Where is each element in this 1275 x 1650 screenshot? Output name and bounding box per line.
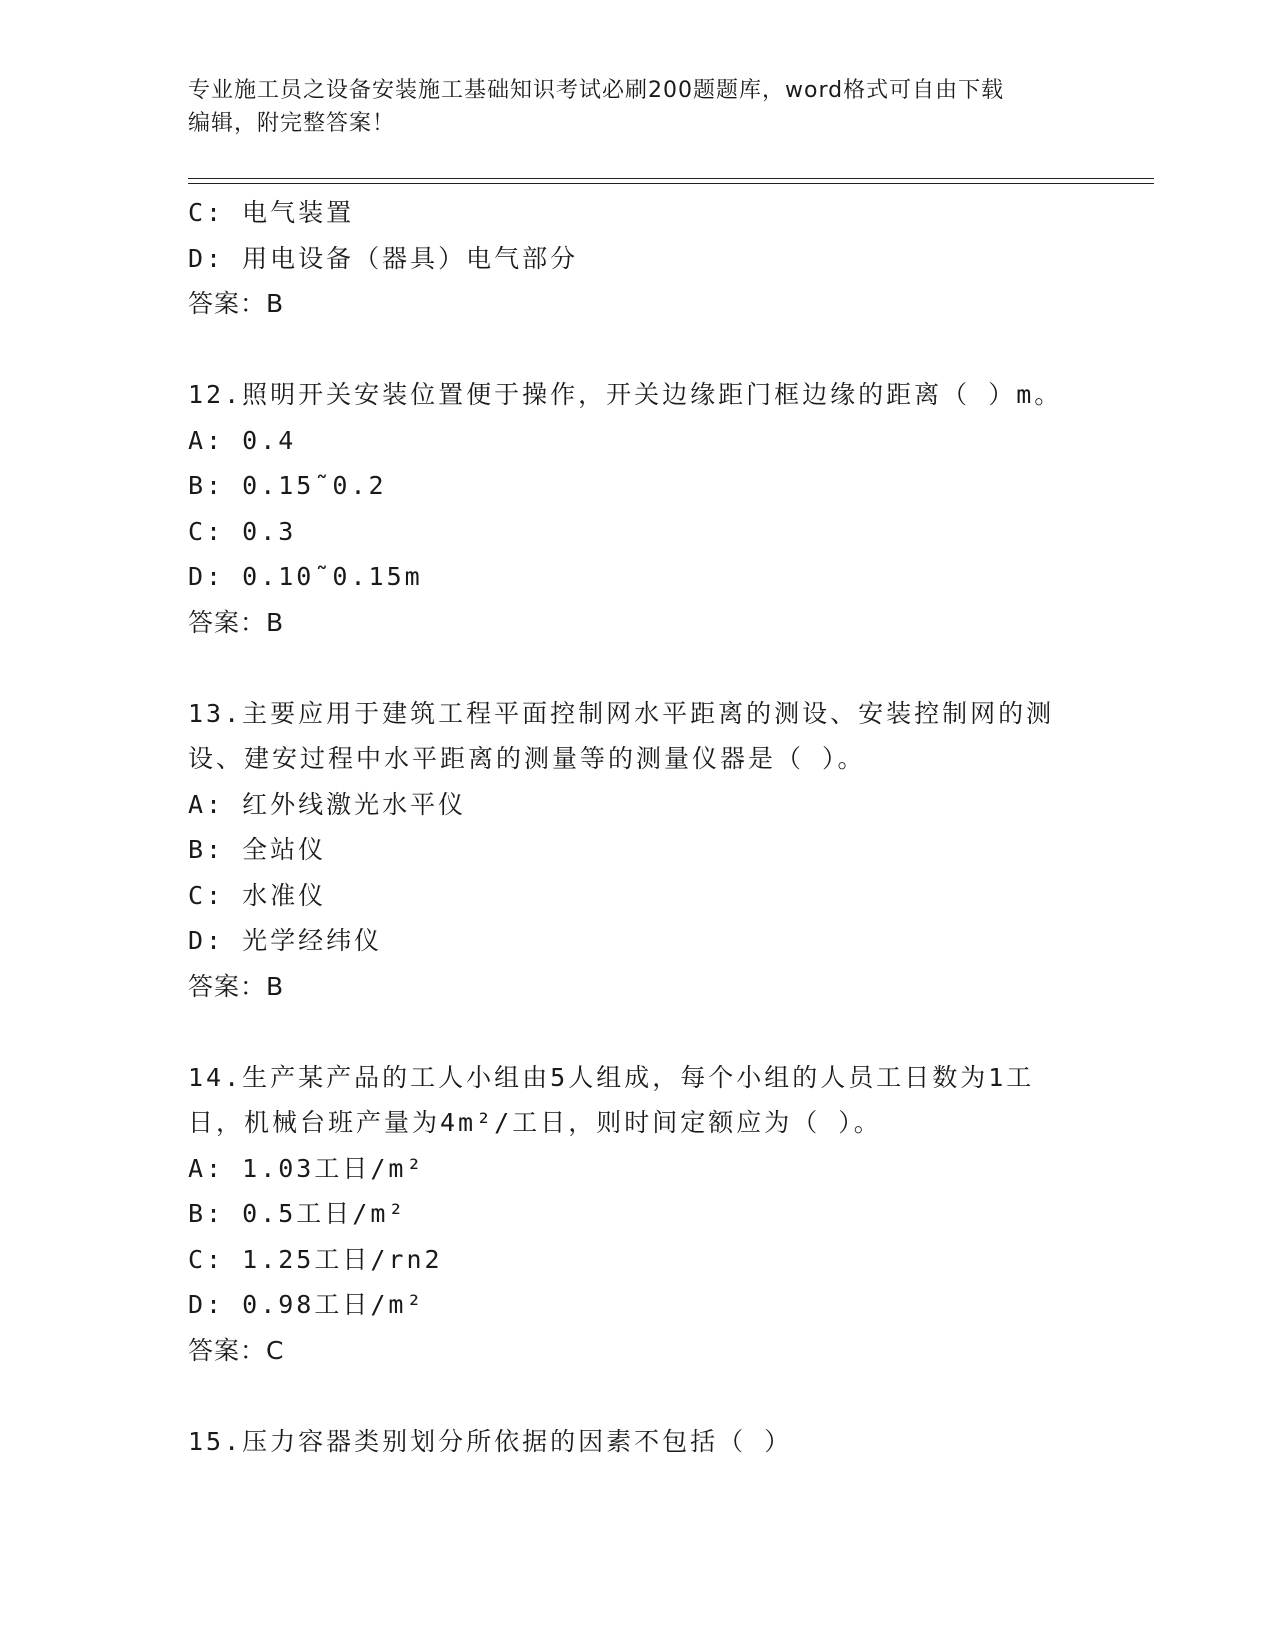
option-c: C: 1.25工日/rn2 <box>188 1244 443 1274</box>
option-d: D: 光学经纬仪 <box>188 926 383 955</box>
option-d: D: 0.98工日/m² <box>188 1290 425 1319</box>
answer-line: 答案：B <box>188 289 285 318</box>
option-d: D: 用电设备（器具）电气部分 <box>188 243 579 273</box>
question-15 <box>188 1419 1088 1465</box>
question-11-continued <box>188 190 1088 327</box>
question-12 <box>188 372 1088 645</box>
option-a: A: 0.4 <box>188 425 297 455</box>
header-line-1: 专业施工员之设备安装施工基础知识考试必刷200题题库，word格式可自由下载 <box>188 78 1005 103</box>
option-a: A: 1.03工日/m² <box>188 1153 425 1183</box>
spacer <box>188 1009 1088 1055</box>
option-c: C: 水准仪 <box>188 880 327 910</box>
option-c: C: 0.3 <box>188 516 297 546</box>
question-stem-line-2: 设、建安过程中水平距离的测量等的测量仪器是（ ）。 <box>188 744 866 773</box>
option-c: C: 电气装置 <box>188 198 355 227</box>
spacer <box>188 327 1088 373</box>
question-13 <box>188 691 1088 1010</box>
header-divider-top <box>188 178 1154 179</box>
spacer <box>188 1373 1088 1419</box>
question-stem-line-1: 14.生产某产品的工人小组由5人组成，每个小组的人员工日数为1工 <box>188 1062 1035 1092</box>
option-d: D: 0.10˜0.15m <box>188 562 423 591</box>
option-a: A: 红外线激光水平仪 <box>188 789 467 819</box>
question-14 <box>188 1055 1088 1374</box>
header-line-2: 编辑，附完整答案！ <box>188 111 396 136</box>
question-stem: 12.照明开关安装位置便于操作，开关边缘距门框边缘的距离（ ）m。 <box>188 380 1063 409</box>
question-stem-line-2: 日，机械台班产量为4m²/工日，则时间定额应为（ ）。 <box>188 1108 882 1137</box>
question-stem-line-1: 13.主要应用于建筑工程平面控制网水平距离的测设、安装控制网的测 <box>188 698 1055 728</box>
question-stem: 15.压力容器类别划分所依据的因素不包括（ ） <box>188 1426 793 1456</box>
answer-line: 答案：B <box>188 971 285 1001</box>
answer-line: 答案：C <box>188 1335 285 1365</box>
document-header <box>188 74 1088 140</box>
header-divider-bottom <box>188 183 1154 184</box>
answer-line: 答案：B <box>188 607 285 637</box>
option-b: B: 全站仪 <box>188 835 327 864</box>
question-list <box>188 190 1088 1464</box>
option-b: B: 0.5工日/m² <box>188 1199 407 1228</box>
spacer <box>188 645 1088 691</box>
option-b: B: 0.15˜0.2 <box>188 471 387 500</box>
